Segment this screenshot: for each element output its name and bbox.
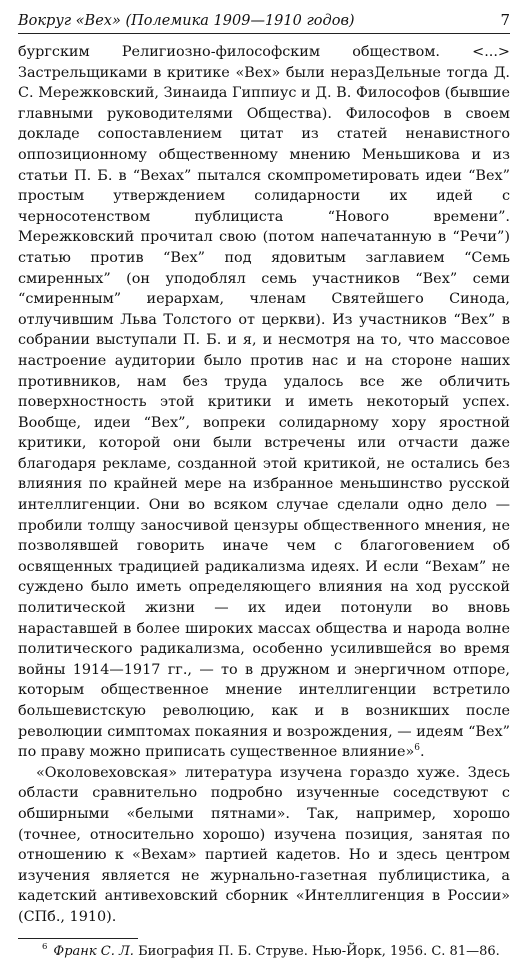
paragraph-tail: .	[420, 744, 425, 761]
paragraph-text: бургским Религиозно-философским обществом. <...> Застрельщиками в критике «Вех» были неразДельные тогда Д. С. Мережковский, Зинаида Гиппиус и Д. В. Философов (бывшие главными руководителями Общества). Философов в своем докладе сопоставлением цитат из статей ненавистного оппозиционному общественному мнению Меньшикова и из статьи П. Б. в “Вехах” пытался скомпрометировать идеи “Вех” простым утверждением солидарности их идей с черносотенством публициста “Нового времени”. Мережковский прочитал свою (потом напечатанную в “Речи”) статью против “Вех” под ядовитым заглавием “Семь смиренных” (он уподоблял семь участников “Вех” семи “смиренным” иерархам, членам Святейшего Синода, отлучившим Льва Толстого от церкви). Из участников “Вех” в собрании выступали П. Б. и я, и несмотря на то, что массовое настроение аудитории было против нас и на стороне наших противников, нам без труда удалось все же обличить поверхностность этой критики и иметь некоторый успех. Вообще, идеи “Вех”, вопреки солидарному хору яростной критики, которой они были встречены или отчасти даже благодаря рекламе, созданной этой критикой, не остались без влияния по крайней мере на избранное меньшинство русской интеллигенции. Они во всяком случае сделали одно дело — пробили толщу заносчивой цензуры общественного мнения, не позволявшей говорить иначе чем с благоговением об освященных традицией радикализма идеях. И если “Вехам” не суждено было иметь определяющего влияния на ход русской политической жизни — их идеи потонули во вновь нараставшей в более широких массах общества и народа волне политического радикализма, особенно усилившейся во время войны 1914—1917 гг., — то в дружном и энергичном отпоре, которым общественное мнение интеллигенции встретило большевистскую революцию, как и в возникших после революции симптомах покаяния и возрождения, — идеям “Вех” по праву можно приписать существенное влияние»	[18, 44, 510, 761]
page-number: 7	[500, 11, 510, 29]
running-title: Вокруг «Вех» (Полемика 1909—1910 годов)	[18, 13, 355, 29]
footnote-separator	[18, 938, 138, 939]
running-head	[18, 10, 510, 34]
paragraph-text: «Околовеховская» литература изучена гораздо хуже. Здесь области сравнительно подробно изученные соседствуют с обширными «белыми пятнами». Так, например, хорошо (точнее, относительно хорошо) изучена позиция, занятая по отношению к «Вехам» партией кадетов. Но и здесь центром изучения является не журнально-газетная публицистика, а кадетский антивеховский сборник «Интеллигенция в России» (СПб., 1910).	[18, 764, 510, 925]
footnote-author: Франк С. Л.	[53, 943, 134, 959]
paragraph-continued	[18, 42, 510, 763]
footnote-text: Биография П. Б. Струве. Нью-Йорк, 1956. С. 81—86.	[138, 943, 500, 959]
paragraph	[18, 763, 510, 928]
book-page	[18, 10, 510, 959]
footnote-reference: 6	[414, 743, 421, 754]
footnote-number: 6	[42, 942, 48, 953]
footnote	[18, 943, 510, 961]
body-text	[18, 42, 510, 928]
